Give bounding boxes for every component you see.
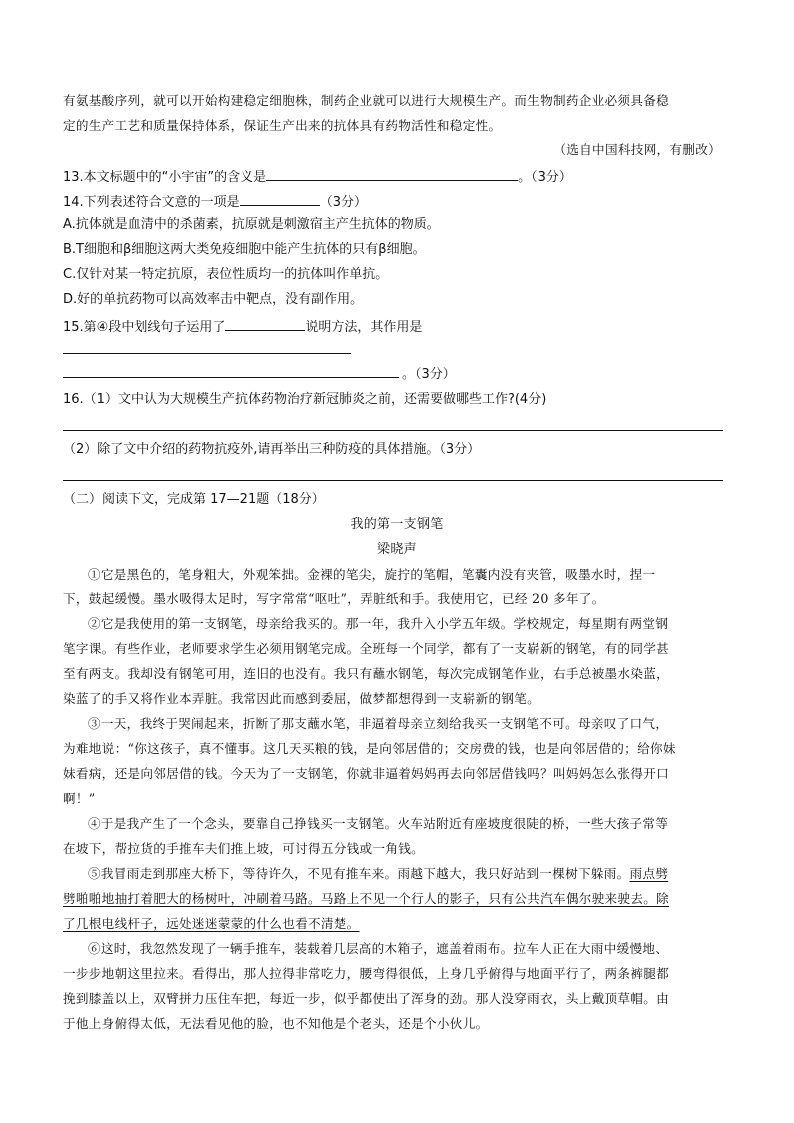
source-note: （选自中国科技网，有删改）: [553, 142, 721, 157]
paragraph-line: ②它是我使用的第一支钢笔，母亲给我买的。那一年，我升入小学五年级。学校规定，每星期有两堂钢: [88, 616, 669, 631]
question-16-part2: （2）除了文中介绍的药物抗疫外,请再举出三种防疫的具体措施。（3分）: [63, 442, 481, 457]
question-14: [63, 191, 367, 212]
paragraph-line: 妹看病，还是向邻居借的钱。今天为了一支钢笔，你就非逼着妈妈再去向邻居借钱吗？叫妈妈怎么张得开口: [63, 766, 670, 781]
paragraph-line: ⑥这时，我忽然发现了一辆手推车，装载着几层高的木箱子，遮盖着雨布。拉车人正在大雨中缓慢地、: [88, 941, 669, 956]
question-13: [63, 166, 572, 187]
answer-line[interactable]: [63, 377, 399, 378]
option-b: B.T细胞和β细胞这两大类免疫细胞中能产生抗体的只有β细胞。: [63, 242, 426, 257]
paragraph-line: 挽到膝盖以上，双臂拼力压住车把，每近一步，似乎都使出了浑身的劲。那人没穿雨衣，头上戴顶草帽。由: [63, 991, 670, 1006]
paragraph-line: 一步步地朝这里拉来。看得出，那人拉得非常吃力，腰弯得很低，上身几乎俯得与地面平行了，两条裤腿都: [63, 966, 670, 981]
question-16-part1: 16.（1）文中认为大规模生产抗体药物治疗新冠肺炎之前，还需要做哪些工作?(4分): [63, 392, 547, 407]
underlined-sentence: 了几根电线杆子，远处迷迷蒙蒙的什么也看不清楚。: [63, 916, 360, 931]
paragraph-line: [88, 865, 668, 883]
answer-blank[interactable]: [266, 166, 518, 181]
answer-line[interactable]: [63, 480, 723, 481]
paragraph-line: 在坡下，帮拉货的手推车夫们推上坡，可讨得五分钱或一角钱。: [63, 841, 425, 856]
paragraph-line: ③一天，我终于哭闹起来，折断了那支蘸水笔，非逼着母亲立刻给我买一支钢笔不可。母亲叹了口气，: [88, 716, 669, 731]
paragraph-line: 笔字课。有些作业，老师要求学生必须用钢笔完成。全班每一个同学，都有了一支崭新的钢笔，有的同学甚: [63, 641, 670, 656]
question-13-points: 。（3分）: [518, 170, 572, 185]
question-14-prompt: 14.下列表述符合文意的一项是: [63, 195, 240, 210]
answer-line[interactable]: [63, 353, 351, 354]
answer-blank[interactable]: [225, 316, 305, 331]
paragraph-line: 下，鼓起缓慢。墨水吸得太足时，写字常常“呕吐”，弄脏纸和手。我使用它，已经 20 多年了。: [63, 591, 605, 606]
question-15-prompt-cont: 说明方法，其作用是: [305, 320, 423, 335]
passage-line: 定的生产工艺和质量保持体系，保证生产出来的抗体具有药物活性和稳定性。: [63, 118, 502, 133]
paragraph-line: ④于是我产生了一个念头，要靠自己挣钱买一支钢笔。火车站附近有座坡度很陡的桥，一些大孩子常等: [88, 816, 669, 831]
paragraph-line: 至有两支。我却没有钢笔可用，连旧的也没有。我只有蘸水钢笔，每次完成钢笔作业，右手总被墨水染蓝，: [63, 666, 670, 681]
question-13-prompt: 13.本文标题中的“小宇宙”的含义是: [63, 170, 267, 185]
paragraph-line: ①它是黑色的，笔身粗大，外观笨拙。金裸的笔尖，旋拧的笔帽，笔囊内没有夹管，吸墨水时，捏一: [88, 567, 656, 582]
paragraph-line: 于他上身俯得太低，无法看见他的脸，也不知他是个老头，还是个小伙儿。: [63, 1016, 489, 1031]
article-author: 梁晓声: [377, 542, 417, 557]
paragraph-text: ⑤我冒雨走到那座大桥下，等待许久，不见有推车来。雨越下越大，我只好站到一棵树下躲雨。: [88, 866, 630, 881]
question-14-points: （3分）: [319, 195, 367, 210]
question-15-prompt: 15.第④段中划线句子运用了: [63, 320, 226, 335]
answer-line[interactable]: [63, 430, 723, 431]
underlined-sentence: 劈啪啪地抽打着肥大的杨树叶，冲刷着马路。马路上不见一个行人的影子，只有公共汽车偶尔驶来驶去。除: [63, 891, 670, 906]
question-15: [63, 316, 422, 337]
underlined-sentence: 雨点劈: [629, 866, 669, 881]
option-d: D.好的单抗药物可以高效率击中靶点，没有副作用。: [63, 292, 364, 307]
article-title: 我的第一支钢笔: [350, 517, 444, 532]
answer-blank[interactable]: [240, 191, 320, 206]
paragraph-line: 染蓝了的手又将作业本弄脏。我常因此而感到委屈，做梦都想得到一支崭新的钢笔。: [63, 691, 541, 706]
section-heading: （二）阅读下文，完成第 17—21题（18分）: [63, 492, 325, 507]
paragraph-line: 为难地说：“你这孩子，真不懂事。这几天买粮的钱，是向邻居借的；交房费的钱，也是向邻居借的；给你妹: [63, 741, 676, 756]
option-c: C.仅针对某一特定抗原，表位性质均一的抗体叫作单抗。: [63, 267, 389, 282]
paragraph-line: 啊！”: [63, 791, 96, 806]
passage-line: 有氨基酸序列，就可以开始构建稳定细胞株，制药企业就可以进行大规模生产。而生物制药企业必须具备稳: [63, 93, 670, 108]
question-15-points: 。（3分）: [402, 367, 456, 382]
option-a: A.抗体就是血清中的杀菌素，抗原就是刺激宿主产生抗体的物质。: [63, 217, 440, 232]
